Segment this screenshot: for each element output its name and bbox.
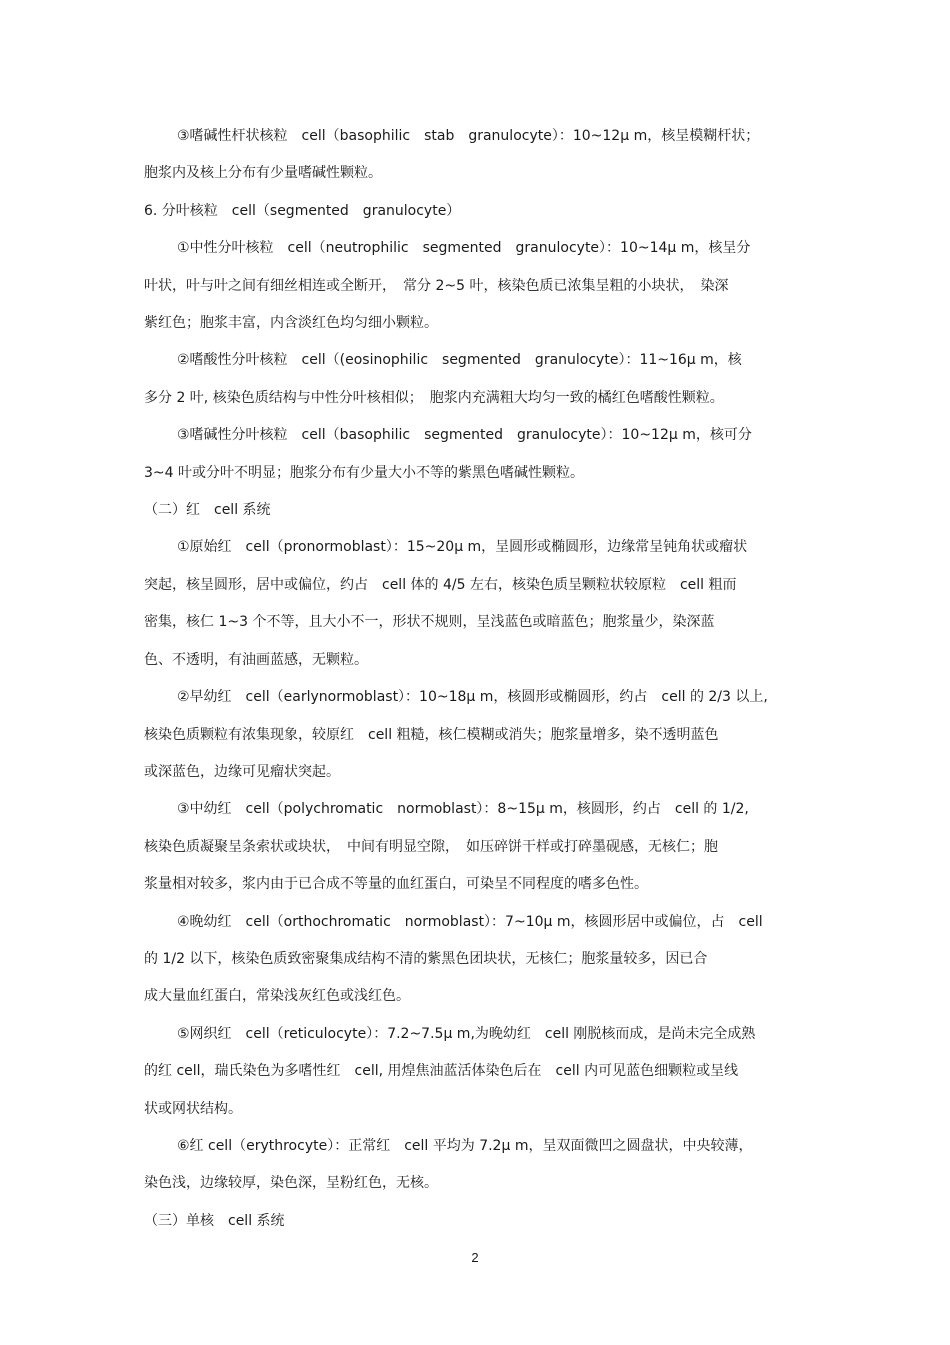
text-line-orthochromatic-l1: ④晚幼红 cell（orthochromatic normoblast）：7~10μ m，核圆形居中或偏位，占 cell [177, 913, 763, 930]
text-line-eosinophilic-seg-l2: 多分 2 叶, 核染色质结构与中性分叶核相似； 胞浆内充满粗大均匀一致的橘红色嗜酸性颗粒。 [144, 389, 724, 406]
text-line-early-normoblast-l1: ②早幼红 cell（earlynormoblast）：10~18μ m，核圆形或椭圆形，约占 cell 的 2/3 以上, [177, 689, 768, 706]
text-line-eosinophilic-seg-l1: ②嗜酸性分叶核粒 cell（(eosinophilic segmented granulocyte）：11~16μ m，核 [177, 352, 742, 369]
text-line-mono-cell-heading: （三）单核 cell 系统 [144, 1212, 285, 1229]
text-line-orthochromatic-l2: 的 1/2 以下，核染色质致密聚集成结构不清的紫黑色团块状，无核仁；胞浆量较多，因已合 [144, 950, 708, 967]
text-line-basophilic-seg-l1: ③嗜碱性分叶核粒 cell（basophilic segmented granulocyte）：10~12μ m，核可分 [177, 427, 752, 444]
text-line-neutrophilic-seg-l1: ①中性分叶核粒 cell（neutrophilic segmented granulocyte）：10~14μ m，核呈分 [177, 240, 751, 257]
text-line-early-normoblast-l2: 核染色质颗粒有浓集现象，较原红 cell 粗糙，核仁模糊或消失；胞浆量增多，染不透明蓝色 [144, 726, 719, 743]
text-line-neutrophilic-seg-l2: 叶状，叶与叶之间有细丝相连或全断开， 常分 2~5 叶，核染色质已浓集呈粗的小块状， 染深 [144, 277, 729, 294]
text-line-orthochromatic-l3: 成大量血红蛋白，常染浅灰红色或浅红色。 [144, 988, 410, 1005]
text-line-basophilic-stab-l1: ③嗜碱性杆状核粒 cell（basophilic stab granulocyte）：10~12μ m，核呈模糊杆状； [177, 128, 760, 144]
text-line-pronormoblast-l1: ①原始红 cell（pronormoblast）：15~20μ m，呈圆形或椭圆形，边缘常呈钝角状或瘤状 [177, 539, 748, 556]
text-line-polychromatic-l3: 浆量相对较多，浆内由于已合成不等量的血红蛋白，可染呈不同程度的嗜多色性。 [144, 876, 648, 893]
text-line-segmented-heading: 6. 分叶核粒 cell（segmented granulocyte） [144, 202, 461, 219]
text-line-basophilic-stab-l2: 胞浆内及核上分布有少量嗜碱性颗粒。 [144, 165, 382, 182]
text-line-neutrophilic-seg-l3: 紫红色；胞浆丰富，内含淡红色均匀细小颗粒。 [144, 315, 438, 332]
text-line-erythrocyte-l2: 染色浅，边缘较厚，染色深，呈粉红色，无核。 [144, 1175, 438, 1192]
text-line-erythrocyte-l1: ⑥红 cell（erythrocyte）：正常红 cell 平均为 7.2μ m，呈双面微凹之圆盘状，中央较薄， [177, 1137, 753, 1154]
text-line-reticulocyte-l1: ⑤网织红 cell（reticulocyte）：7.2~7.5μ m,为晚幼红 cell 刚脱核而成，是尚未完全成熟 [177, 1025, 756, 1042]
text-line-basophilic-seg-l2: 3~4 叶或分叶不明显；胞浆分布有少量大小不等的紫黑色嗜碱性颗粒。 [144, 464, 584, 481]
document-body [144, 118, 808, 1240]
page-number: 2 [471, 1250, 479, 1265]
text-line-red-cell-heading: （二）红 cell 系统 [144, 502, 271, 519]
text-line-polychromatic-l2: 核染色质凝聚呈条索状或块状， 中间有明显空隙， 如压碎饼干样或打碎墨砚感，无核仁；胞 [144, 838, 718, 855]
text-line-pronormoblast-l2: 突起，核呈圆形，居中或偏位，约占 cell 体的 4/5 左右，核染色质呈颗粒状较原粒 cell 粗而 [144, 576, 737, 593]
text-line-early-normoblast-l3: 或深蓝色，边缘可见瘤状突起。 [144, 763, 340, 780]
text-line-pronormoblast-l3: 密集，核仁 1~3 个不等，且大小不一，形状不规则，呈浅蓝色或暗蓝色；胞浆量少，染深蓝 [144, 614, 715, 631]
text-line-reticulocyte-l2: 的红 cell，瑞氏染色为多嗜性红 cell, 用煌焦油蓝活体染色后在 cell 内可见蓝色细颗粒或呈线 [144, 1063, 739, 1080]
text-line-polychromatic-l1: ③中幼红 cell（polychromatic normoblast）：8~15μ m，核圆形，约占 cell 的 1/2, [177, 801, 749, 818]
text-line-reticulocyte-l3: 状或网状结构。 [144, 1100, 242, 1117]
text-line-pronormoblast-l4: 色、不透明，有油画蓝感，无颗粒。 [144, 651, 368, 668]
